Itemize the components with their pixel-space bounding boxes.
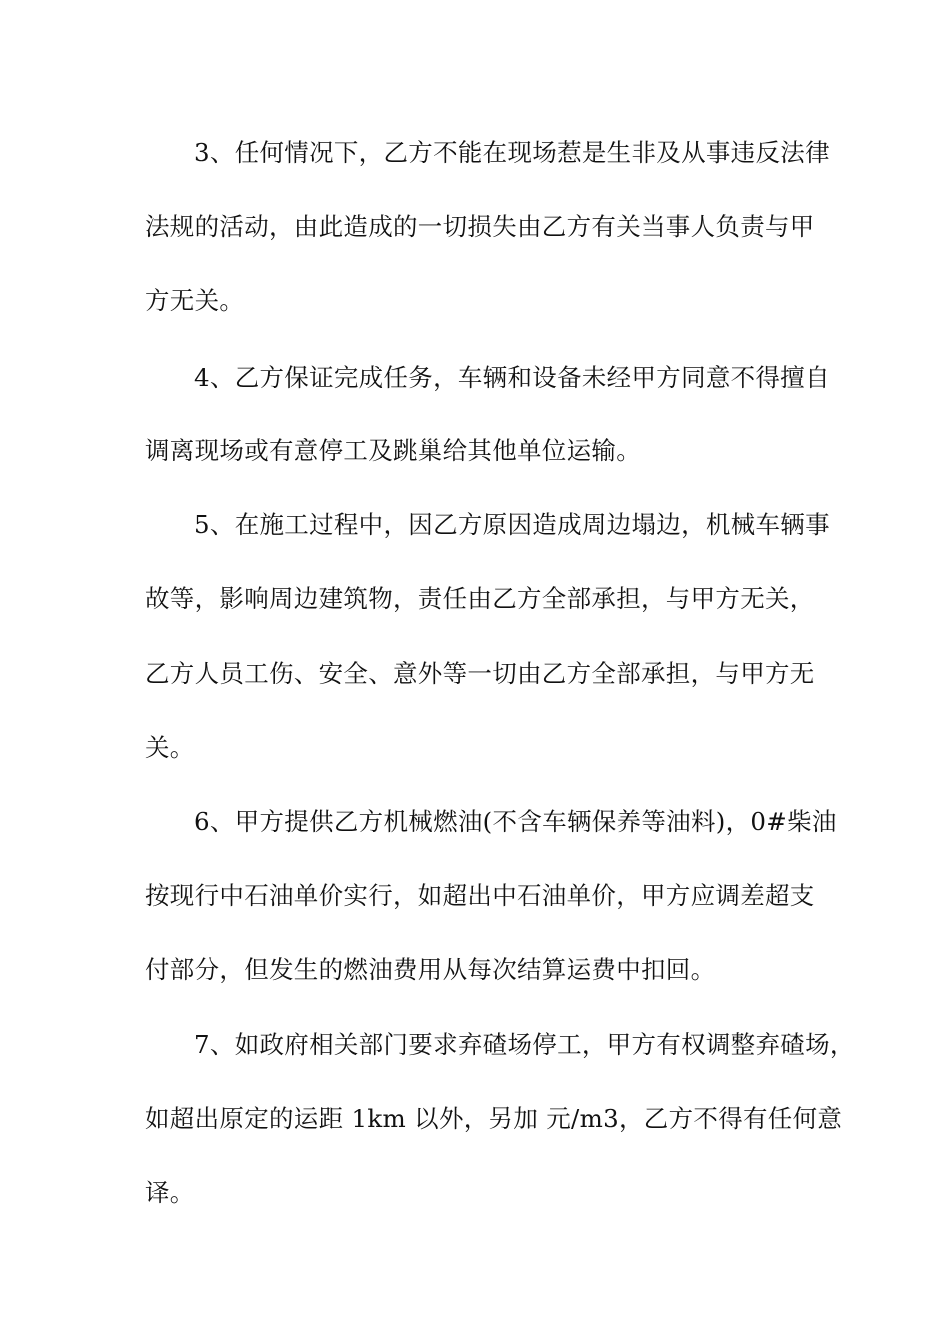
clause-line: 付部分，但发生的燃油费用从每次结算运费中扣回。: [145, 955, 716, 984]
clause-line: 调离现场或有意停工及跳巢给其他单位运输。: [145, 436, 641, 465]
clause-line: 故等，影响周边建筑物，责任由乙方全部承担，与甲方无关，: [145, 584, 815, 613]
clause-line: 7、如政府相关部门要求弃碴场停工，甲方有权调整弃碴场，: [194, 1030, 855, 1059]
clause-line: 4、乙方保证完成任务，车辆和设备未经甲方同意不得擅自: [194, 363, 830, 392]
clause-line: 关。: [145, 733, 195, 762]
clause-line: 如超出原定的运距 1km 以外，另加 元/m3，乙方不得有任何意: [145, 1104, 843, 1133]
clause-line: 法规的活动，由此造成的一切损失由乙方有关当事人负责与甲: [145, 212, 815, 241]
clause-line: 方无关。: [145, 286, 245, 315]
clause-line: 6、甲方提供乙方机械燃油(不含车辆保养等油料)，0#柴油: [194, 807, 837, 836]
clause-line: 按现行中石油单价实行，如超出中石油单价，甲方应调差超支: [145, 881, 815, 910]
clause-line: 5、在施工过程中，因乙方原因造成周边塌边，机械车辆事: [194, 510, 830, 539]
clause-line: 3、任何情况下，乙方不能在现场惹是生非及从事违反法律: [194, 138, 830, 167]
clause-line: 译。: [145, 1178, 195, 1207]
clause-line: 乙方人员工伤、安全、意外等一切由乙方全部承担，与甲方无: [145, 659, 815, 688]
